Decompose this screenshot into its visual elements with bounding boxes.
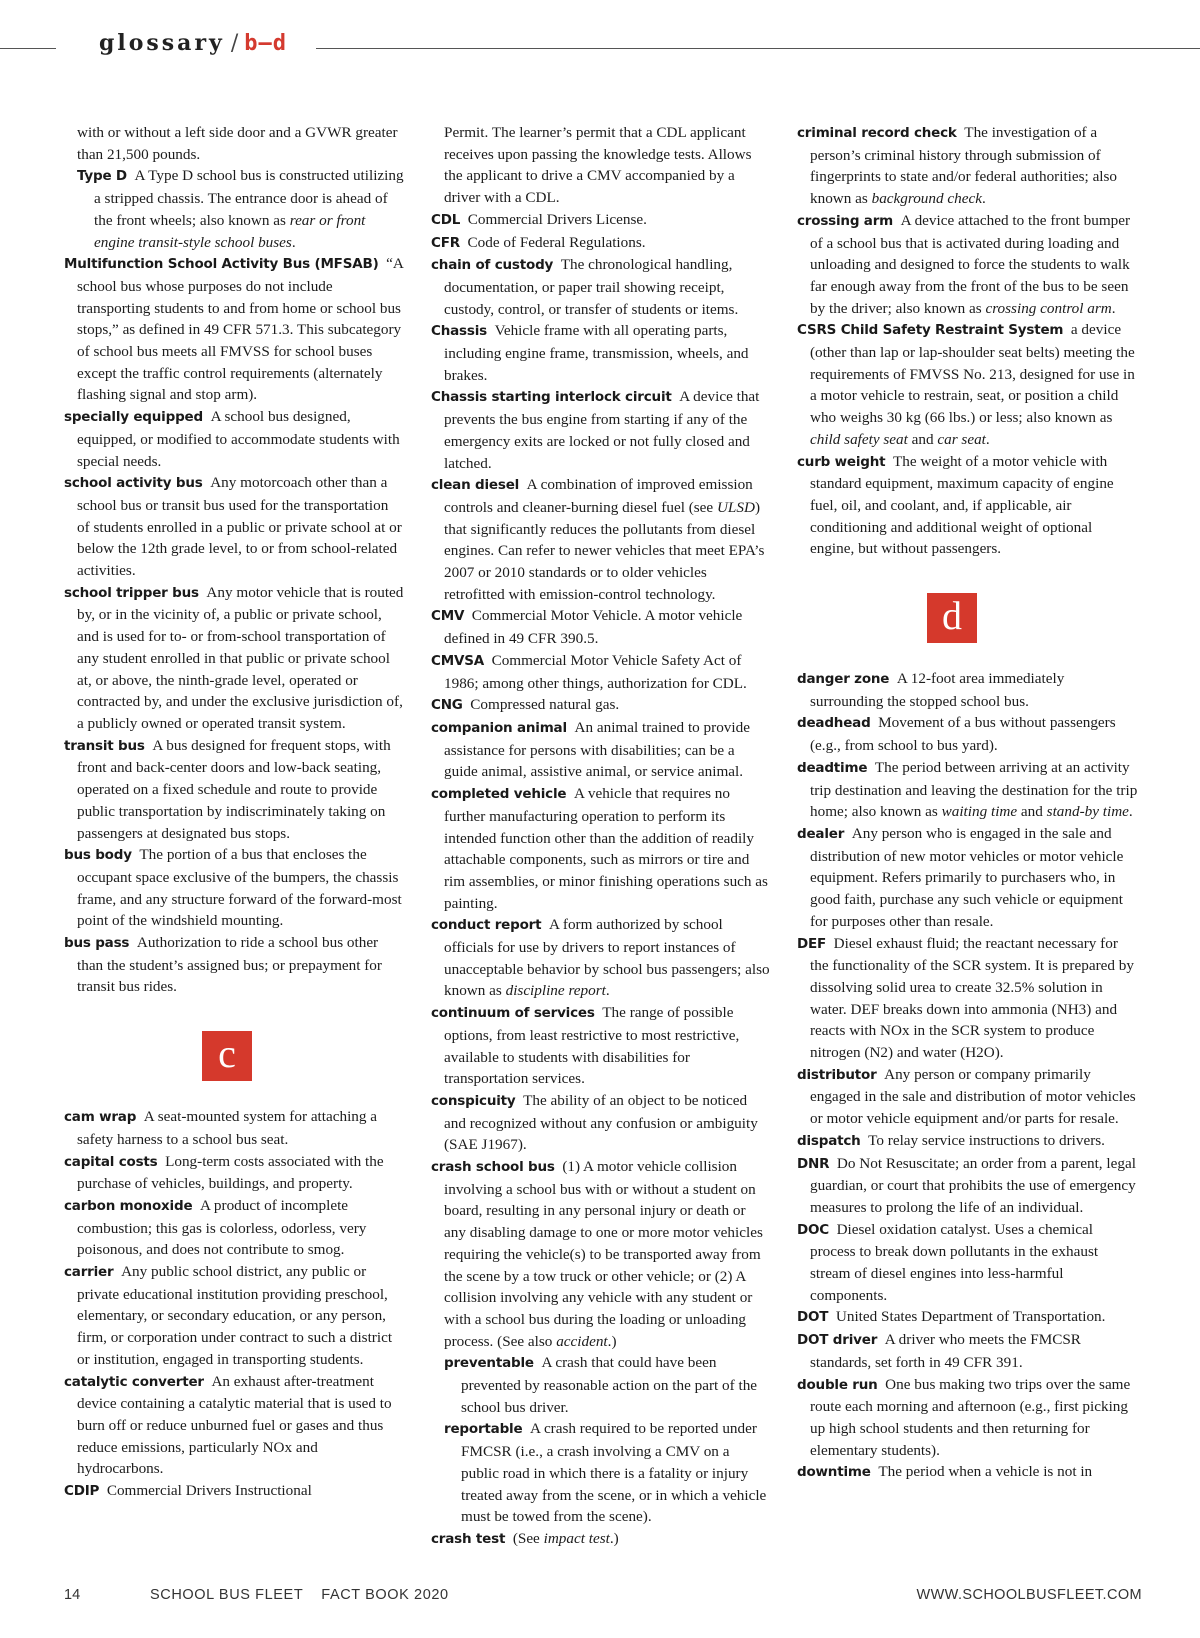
entry-term: CMVSA [431, 652, 484, 669]
entry-term: DOC [797, 1221, 829, 1238]
entry-term: CDIP [64, 1483, 100, 1500]
definition-text: Commercial Motor Vehicle. A motor vehicle defined in 49 CFR 390.5. [444, 607, 743, 648]
glossary-entry [797, 1329, 1139, 1373]
glossary-entry [797, 823, 1139, 933]
entry-term: cam wrap [64, 1109, 137, 1126]
definition-text: United States Department of Transportation. [835, 1308, 1106, 1326]
definition-text: a device (other than lap or lap-shoulder seat belts) meeting the requirements of FMVSS No. 213, designed for use in a motor vehicle to restrain, seat, or position a child who weighs 30 kg (66 lbs.) or less; also known as [810, 321, 1135, 427]
section-letter-badge: d [927, 593, 977, 643]
definition-alias: child safety seat [810, 430, 908, 448]
header-rule-left [0, 48, 56, 49]
entry-term: completed vehicle [431, 786, 567, 803]
definition-text: Movement of a bus without passengers (e.g., from school to bus yard). [810, 714, 1116, 755]
definition-alias: ULSD [716, 498, 755, 516]
entry-term: Chassis starting interlock circuit [431, 389, 672, 406]
definition-text: A driver who meets the FMCSR standards, set forth in 49 CFR 391. [810, 1331, 1081, 1371]
entry-term: double run [797, 1376, 878, 1393]
entry-term: curb weight [797, 453, 886, 470]
entry-term: CDL [431, 211, 461, 228]
entry-definition [468, 234, 646, 251]
entry-term: deadhead [797, 715, 871, 732]
definition-text: . [605, 982, 610, 1000]
definition-text: An animal trained to provide assistance for persons with disabilities; can be a guide animal, assistive animal, or service animal. [444, 718, 750, 781]
entry-definition [94, 167, 404, 250]
definition-text: “A school bus whose purposes do not include transporting students to and from home or school bus stops,” as defined in 49 CFR 571.3. This subcategory of school bus meets all FMVSS for school buses except the traffic control requirements (alternately flashing signal and stop arm). [77, 255, 404, 404]
entry-term: CMV [431, 608, 465, 625]
definition-text: (1) A motor vehicle collision involving a school bus with or without a student on board, resulting in any personal injury or death or any disabling damage to one or more motor vehicles requiring the vehicle(s) to be transported away from the scene by a tow truck or other vehicle; or (2) A collision involving any vehicle with any student or with a school bus during the loading or unloading process. (See also [444, 1158, 763, 1350]
entry-term: companion animal [431, 719, 567, 736]
entry-term: DOT [797, 1309, 829, 1326]
entry-term: CSRS Child Safety Restraint System [797, 322, 1064, 339]
entry-definition [444, 322, 749, 383]
definition-alias: background check [871, 190, 982, 208]
entry-term: school tripper bus [64, 584, 199, 601]
definition-text: Vehicle frame with all operating parts, including engine frame, transmission, wheels, and brakes. [444, 322, 749, 384]
definition-text: Commercial Drivers Instructional [106, 1482, 312, 1500]
header-range: b–d [244, 31, 287, 56]
definition-text: To relay service instructions to drivers. [868, 1131, 1105, 1149]
definition-text: . [1111, 299, 1116, 317]
entry-definition [810, 321, 1135, 448]
entry-term: deadtime [797, 759, 868, 776]
glossary-entry [797, 668, 1139, 712]
header-slash: / [230, 31, 239, 56]
entry-continuation: Permit. The learner’s permit that a CDL applicant receives upon passing the knowledge tests. Allows the applicant to drive a CMV accompanied by a driver with a CDL. [444, 124, 752, 207]
glossary-entry [797, 1064, 1139, 1130]
definition-text: A bus designed for frequent stops, with front and back-center doors and low-back seating, operated on a fixed schedule and route to provide public transportation by indiscriminately taking on passengers at designated bus stops. [77, 736, 391, 842]
entry-definition [513, 1530, 619, 1547]
entry-term: bus pass [64, 935, 130, 952]
entry-term: distributor [797, 1066, 877, 1083]
glossary-column-2 [431, 122, 771, 1551]
definition-text: Diesel exhaust fluid; the reactant necessary for the functionality of the SCR system. It is prepared by dissolving solid urea to create 32.5% solution in water. DEF breaks down into ammonia (NH3) and reacts with NOx in the SCR system to produce nitrogen (N2) and water (H2O). [810, 934, 1134, 1062]
definition-text: The ability of an object to be noticed and recognized without any confusion or ambiguity (SAE J1967). [444, 1091, 758, 1154]
website-url: WWW.SCHOOLBUSFLEET.COM [916, 1587, 1142, 1603]
entry-term: capital costs [64, 1153, 158, 1170]
entry-definition [77, 255, 403, 403]
definition-text: A device that prevents the bus engine from starting if any of the emergency exits are locked or not fully closed and latched. [444, 388, 760, 472]
entry-term: downtime [797, 1464, 871, 1481]
entry-definition [77, 584, 403, 732]
entry-term: continuum of services [431, 1005, 595, 1022]
definition-text: . [985, 430, 990, 448]
definition-text: A school bus designed, equipped, or modified to accommodate students with special needs. [77, 408, 400, 470]
glossary-entry [797, 1461, 1139, 1484]
glossary-entry [64, 735, 404, 845]
definition-text: and [1017, 803, 1047, 821]
glossary-entry [64, 1480, 404, 1503]
definition-text: The range of possible options, from least restrictive to most restrictive, available to students with disabilities for transportation services. [444, 1004, 740, 1088]
definition-text: A Type D school bus is constructed utilizing a stripped chassis. The entrance door is ahead of the front wheels; also known as [94, 167, 404, 229]
entry-term: conduct report [431, 917, 542, 934]
glossary-entry [431, 605, 771, 649]
glossary-entry [64, 1261, 404, 1371]
section-divider [64, 998, 404, 1106]
definition-alias: car seat [937, 430, 986, 448]
glossary-entry [797, 210, 1139, 320]
definition-text: The investigation of a person’s criminal history through submission of fingerprints to state and/or federal authorities; also known as [810, 124, 1118, 208]
definition-text: . [981, 190, 986, 208]
entry-term: reportable [444, 1421, 523, 1438]
definition-alias: rear or front engine transit-style school buses [94, 211, 366, 251]
definition-text: The period when a vehicle is not in [878, 1463, 1093, 1481]
entry-definition [878, 1463, 1092, 1480]
definition-text: Any person who is engaged in the sale and distribution of new motor vehicles or motor vehicle equipment. Refers primarily to purchasers who, in good faith, purchase any such vehicle or equipment for purposes other than resale. [810, 824, 1124, 930]
definition-text: Any public school district, any public or private educational institution providing preschool, elementary, or secondary education, or any person, firm, or corporation under contract to such a district or institution, engaged in transporting students. [77, 1263, 393, 1368]
publication-line [150, 1587, 467, 1603]
glossary-entry [431, 209, 771, 232]
definition-text: Compressed natural gas. [470, 696, 620, 714]
header-rule-right [316, 48, 1200, 49]
entry-term: DNR [797, 1155, 830, 1172]
definition-text: One bus making two trips over the same route each morning and afternoon (e.g., first picking up high school students and then returning for elementary students). [810, 1375, 1131, 1459]
header-title [99, 30, 287, 56]
entry-term: danger zone [797, 671, 890, 688]
glossary-entry [797, 451, 1139, 561]
definition-alias: accident [556, 1332, 608, 1350]
entry-definition [868, 1132, 1105, 1149]
definition-text: The weight of a motor vehicle with standard equipment, maximum capacity of engine fuel, oil, and coolant, and, if applicable, air conditioning and additional weight of optional engine, but without passengers. [810, 452, 1114, 558]
entry-term: clean diesel [431, 477, 520, 494]
entry-definition [810, 935, 1134, 1062]
section-divider [797, 560, 1139, 668]
glossary-entry [797, 1219, 1139, 1307]
glossary-entry [64, 406, 404, 472]
glossary-entry [64, 253, 404, 406]
definition-text: Long-term costs associated with the purchase of vehicles, buildings, and property. [77, 1152, 384, 1193]
glossary-entry [431, 694, 771, 717]
definition-text: A product of incomplete combustion; this gas is colorless, odorless, very poisonous, and does not contribute to smog. [77, 1196, 367, 1259]
definition-text: A crash that could have been prevented by reasonable action on the part of the school bus driver. [461, 1354, 758, 1416]
definition-text: A combination of improved emission controls and cleaner-burning diesel fuel (see [444, 476, 753, 516]
glossary-entry [431, 1528, 771, 1551]
entry-continuation: with or without a left side door and a GVWR greater than 21,500 pounds. [77, 124, 398, 163]
entry-definition [810, 1155, 1136, 1216]
entry-term: CFR [431, 234, 460, 251]
entry-term: conspicuity [431, 1092, 516, 1109]
glossary-entry [64, 844, 404, 932]
section-letter-badge: c [202, 1031, 252, 1081]
definition-text: The period between arriving at an activity trip destination and leaving the destination for the trip home; also known as [810, 758, 1138, 821]
glossary-entry [431, 1002, 771, 1090]
glossary-entry [797, 933, 1139, 1064]
entry-term: Type D [77, 168, 127, 185]
entry-term: Multifunction School Activity Bus (MFSAB) [64, 256, 379, 273]
definition-text: . [291, 233, 296, 251]
glossary-entry [431, 474, 771, 605]
entry-term: transit bus [64, 737, 145, 754]
definition-text: Any motor vehicle that is routed by, or in the vicinity of, a public or private school, and is used for to- or from-school transportation of any student enrolled in that public or private school at, or above, the ninth-grade level, operated or contracted by, and under the exclusive jurisdiction of, a publicly owned or operated transit system. [77, 583, 404, 732]
glossary-entry [431, 1090, 771, 1156]
definition-text: Authorization to ride a school bus other than the student’s assigned bus; or prepayment for transit bus rides. [77, 934, 382, 996]
definition-text: . [1128, 803, 1133, 821]
entry-definition [836, 1308, 1106, 1325]
definition-alias: crossing control arm [985, 299, 1112, 317]
entry-definition [468, 211, 647, 228]
glossary-entry [797, 122, 1139, 210]
entry-term: carbon monoxide [64, 1197, 193, 1214]
entry-term: crossing arm [797, 212, 894, 229]
definition-alias: waiting time [941, 803, 1018, 821]
definition-text: The chronological handling, documentation, or paper trail showing receipt, custody, control, or transfer of students or items. [444, 256, 739, 318]
definition-alias: stand-by time [1046, 803, 1129, 821]
entry-term: criminal record check [797, 125, 957, 141]
definition-text: Any motorcoach other than a school bus or transit bus used for the transportation of students enrolled in a public or private school at or below the 12th grade level, to or from school-related activities. [77, 474, 402, 580]
definition-text: Commercial Drivers License. [467, 210, 647, 228]
definition-text: A seat-mounted system for attaching a safety harness to a school bus seat. [77, 1108, 378, 1148]
entry-definition [810, 1221, 1098, 1304]
glossary-entry [64, 1371, 404, 1481]
entry-definition [444, 476, 764, 603]
glossary-entry [797, 1153, 1139, 1219]
entry-term: DEF [797, 935, 827, 952]
glossary-entry [431, 1156, 771, 1352]
entry-definition [470, 696, 619, 713]
entry-term: dispatch [797, 1132, 861, 1149]
glossary-entry [797, 712, 1139, 756]
entry-term: Chassis [431, 323, 487, 340]
definition-text: .) [609, 1530, 619, 1547]
entry-term: DOT driver [797, 1332, 878, 1349]
glossary-entry [797, 1374, 1139, 1462]
glossary-entry [64, 932, 404, 998]
glossary-entry [64, 1106, 404, 1150]
entry-term: bus body [64, 847, 132, 864]
entry-term: dealer [797, 825, 845, 842]
definition-text: and [907, 430, 938, 448]
glossary-entry [431, 386, 771, 474]
glossary-entry [797, 319, 1139, 450]
glossary-entry [431, 650, 771, 694]
entry-definition [77, 1263, 392, 1368]
glossary-entry [431, 717, 771, 783]
glossary-entry [431, 783, 771, 914]
definition-text: A device attached to the front bumper of a school bus that is activated during loading and unloading and designed to force the students to walk far enough away from the front of the bus to be seen by the driver; also known as [810, 211, 1131, 317]
definition-text: The portion of a bus that encloses the occupant space exclusive of the bumpers, the chassis frame, and any structure forward of the forward-most point of the windshield mounting. [77, 846, 402, 930]
entry-term: specially equipped [64, 409, 203, 426]
definition-text: (See [512, 1530, 544, 1547]
publication-issue: FACT BOOK 2020 [321, 1587, 449, 1603]
definition-text: A vehicle that requires no further manufacturing operation to perform its intended function other than the addition of readily attachable components, such as mirrors or tire and rim assemblies, or minor finishing operations such as painting. [444, 785, 768, 912]
page-number: 14 [64, 1587, 81, 1603]
definition-text: Diesel oxidation catalyst. Uses a chemical process to break down pollutants in the exhaust stream of diesel engines into less-harmful components. [810, 1220, 1099, 1304]
glossary-entry [431, 914, 771, 1002]
entry-term: school activity bus [64, 475, 203, 492]
definition-text: A crash required to be reported under FMCSR (i.e., a crash involving a CMV on a public road in which there is a fatality or injury treated away from the scene, or in which a vehicle must be towed from the scene). [461, 1420, 767, 1526]
definition-text: .) [607, 1332, 617, 1350]
glossary-entry [64, 472, 404, 582]
entry-term: preventable [444, 1355, 534, 1372]
header-section: glossary [99, 30, 225, 56]
glossary-entry [797, 757, 1139, 823]
glossary-subentry [431, 1352, 771, 1418]
definition-alias: impact test [543, 1530, 610, 1547]
entry-definition [107, 1482, 312, 1499]
entry-term: crash school bus [431, 1159, 555, 1176]
glossary-entry [431, 320, 771, 386]
glossary-column-1 [64, 122, 404, 1503]
entry-definition [444, 785, 768, 912]
glossary-subentry [64, 165, 404, 253]
glossary-entry [431, 254, 771, 320]
entry-term: chain of custody [431, 257, 554, 274]
entry-definition [444, 607, 742, 647]
definition-text: A form authorized by school officials for use by drivers to report instances of unacceptable behavior by school bus passengers; also known as [444, 916, 770, 1000]
glossary-column-3 [797, 122, 1139, 1484]
entry-definition [444, 1158, 763, 1350]
definition-text: Do Not Resuscitate; an order from a parent, legal guardian, or court that prohibits the use of emergency measures to prolong the life of an individual. [810, 1154, 1136, 1216]
entry-term: catalytic converter [64, 1373, 204, 1390]
glossary-subentry [431, 1418, 771, 1528]
entry-term: carrier [64, 1264, 114, 1281]
glossary-entry [64, 582, 404, 735]
glossary-entry [64, 1195, 404, 1261]
definition-text: Commercial Motor Vehicle Safety Act of 1986; among other things, authorization for CDL. [444, 651, 747, 692]
entry-definition [444, 652, 747, 692]
definition-text: Any person or company primarily engaged in the sale and distribution of motor vehicles or motor vehicle equipment and/or parts for resale. [810, 1065, 1136, 1128]
entry-term: CNG [431, 697, 463, 714]
definition-text: A 12-foot area immediately surrounding the stopped school bus. [810, 670, 1065, 710]
definition-text: Code of Federal Regulations. [467, 233, 646, 251]
glossary-entry [797, 1306, 1139, 1329]
definition-text: An exhaust after-treatment device containing a catalytic material that is used to burn off or reduce unburned fuel or gases and thus reduce emissions, particularly NOx and hydrocarbons. [77, 1372, 392, 1478]
entry-term: crash test [431, 1531, 506, 1547]
glossary-entry [64, 1151, 404, 1195]
glossary-entry [797, 1130, 1139, 1153]
publication-name: SCHOOL BUS FLEET [150, 1587, 304, 1603]
entry-definition [810, 825, 1123, 930]
page-header [0, 30, 1200, 60]
definition-alias: discipline report [505, 982, 606, 1000]
glossary-entry [431, 232, 771, 255]
definition-text: ) that significantly reduces the pollutants from diesel engines. Can refer to newer vehicles that meet EPA’s 2007 or 2010 standards or to older vehicles retrofitted with emission-control technology. [444, 498, 765, 603]
